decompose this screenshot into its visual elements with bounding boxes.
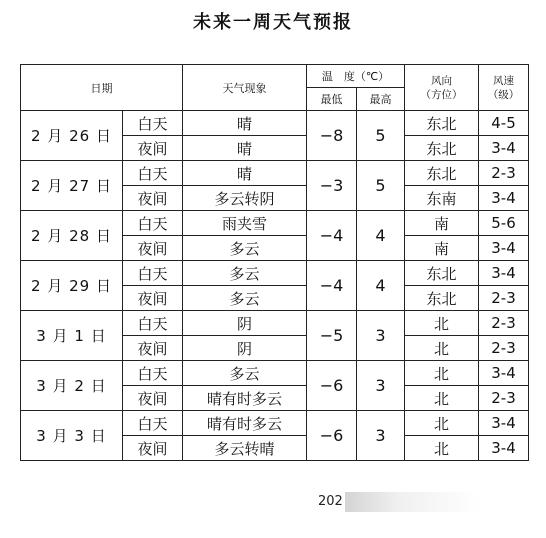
table-row: [21, 411, 529, 436]
temp-low-cell: −4: [307, 261, 357, 311]
footer-fade: [345, 492, 480, 512]
wind-speed-cell: 5-6: [479, 211, 529, 236]
wind-direction-cell: 北: [405, 361, 479, 386]
period-cell: 夜间: [123, 436, 183, 461]
weather-cell: 雨夹雪: [183, 211, 307, 236]
wind-direction-cell: 东北: [405, 261, 479, 286]
weather-cell: 多云: [183, 361, 307, 386]
temp-low-cell: −3: [307, 161, 357, 211]
temp-high-cell: 3: [357, 361, 405, 411]
header-wind-direction: [405, 65, 479, 111]
temp-high-cell: 5: [357, 161, 405, 211]
wind-direction-cell: 东北: [405, 136, 479, 161]
weather-cell: 晴: [183, 111, 307, 136]
wind-speed-cell: 2-3: [479, 336, 529, 361]
temp-high-cell: 3: [357, 411, 405, 461]
date-cell: 2 月 28 日: [21, 211, 123, 261]
period-cell: 白天: [123, 411, 183, 436]
period-cell: 白天: [123, 311, 183, 336]
wind-speed-cell: 3-4: [479, 261, 529, 286]
weather-cell: 晴: [183, 161, 307, 186]
wind-direction-cell: 南: [405, 211, 479, 236]
wind-direction-cell: 东南: [405, 186, 479, 211]
table-row: [21, 111, 529, 136]
wind-speed-cell: 2-3: [479, 161, 529, 186]
weather-cell: 多云: [183, 236, 307, 261]
period-cell: 白天: [123, 111, 183, 136]
temp-high-cell: 4: [357, 261, 405, 311]
temp-low-cell: −6: [307, 411, 357, 461]
forecast-table: [20, 64, 529, 461]
wind-speed-cell: 3-4: [479, 186, 529, 211]
header-wind-speed-sub: （级）: [487, 88, 520, 101]
header-wind-speed: [479, 65, 529, 111]
wind-direction-cell: 北: [405, 336, 479, 361]
temp-high-cell: 3: [357, 311, 405, 361]
wind-direction-cell: 北: [405, 386, 479, 411]
wind-speed-cell: 2-3: [479, 286, 529, 311]
table-row: [21, 361, 529, 386]
period-cell: 夜间: [123, 186, 183, 211]
weather-cell: 晴: [183, 136, 307, 161]
wind-direction-cell: 北: [405, 436, 479, 461]
weather-cell: 阴: [183, 336, 307, 361]
weather-cell: 多云转晴: [183, 436, 307, 461]
header-row: [21, 65, 529, 88]
period-cell: 夜间: [123, 336, 183, 361]
wind-speed-cell: 3-4: [479, 236, 529, 261]
wind-speed-cell: 2-3: [479, 311, 529, 336]
wind-direction-cell: 南: [405, 236, 479, 261]
weather-cell: 多云: [183, 261, 307, 286]
wind-speed-cell: 3-4: [479, 361, 529, 386]
temp-low-cell: −5: [307, 311, 357, 361]
date-cell: 2 月 26 日: [21, 111, 123, 161]
period-cell: 白天: [123, 261, 183, 286]
temp-high-cell: 4: [357, 211, 405, 261]
date-cell: 2 月 27 日: [21, 161, 123, 211]
page-title: 未来一周天气预报: [193, 12, 353, 33]
header-wind-direction-label: 风向: [431, 74, 453, 87]
table-row: [21, 261, 529, 286]
temp-high-cell: 5: [357, 111, 405, 161]
temp-low-cell: −4: [307, 211, 357, 261]
period-cell: 白天: [123, 211, 183, 236]
header-temp-high: 最高: [357, 88, 405, 111]
wind-direction-cell: 东北: [405, 111, 479, 136]
wind-speed-cell: 3-4: [479, 136, 529, 161]
footer-text: 202: [318, 494, 343, 509]
wind-direction-cell: 北: [405, 311, 479, 336]
wind-speed-cell: 4-5: [479, 111, 529, 136]
period-cell: 白天: [123, 161, 183, 186]
wind-speed-cell: 2-3: [479, 386, 529, 411]
date-cell: 3 月 3 日: [21, 411, 123, 461]
weather-cell: 晴有时多云: [183, 411, 307, 436]
wind-direction-cell: 北: [405, 411, 479, 436]
date-cell: 2 月 29 日: [21, 261, 123, 311]
wind-speed-cell: 3-4: [479, 411, 529, 436]
period-cell: 夜间: [123, 136, 183, 161]
period-cell: 夜间: [123, 286, 183, 311]
table-row: [21, 311, 529, 336]
temp-low-cell: −8: [307, 111, 357, 161]
weather-cell: 晴有时多云: [183, 386, 307, 411]
wind-direction-cell: 东北: [405, 286, 479, 311]
header-wind-speed-label: 风速: [493, 74, 515, 87]
header-date: 日期: [21, 65, 183, 111]
header-wind-direction-sub: （方位）: [420, 88, 463, 101]
header-weather: 天气现象: [183, 65, 307, 111]
date-cell: 3 月 1 日: [21, 311, 123, 361]
table-row: [21, 211, 529, 236]
period-cell: 夜间: [123, 386, 183, 411]
date-cell: 3 月 2 日: [21, 361, 123, 411]
temp-low-cell: −6: [307, 361, 357, 411]
table-row: [21, 161, 529, 186]
period-cell: 夜间: [123, 236, 183, 261]
wind-speed-cell: 3-4: [479, 436, 529, 461]
header-temp-low: 最低: [307, 88, 357, 111]
weather-cell: 多云转阴: [183, 186, 307, 211]
weather-cell: 阴: [183, 311, 307, 336]
weather-cell: 多云: [183, 286, 307, 311]
wind-direction-cell: 东北: [405, 161, 479, 186]
period-cell: 白天: [123, 361, 183, 386]
header-temperature: 温 度（℃）: [307, 65, 405, 88]
